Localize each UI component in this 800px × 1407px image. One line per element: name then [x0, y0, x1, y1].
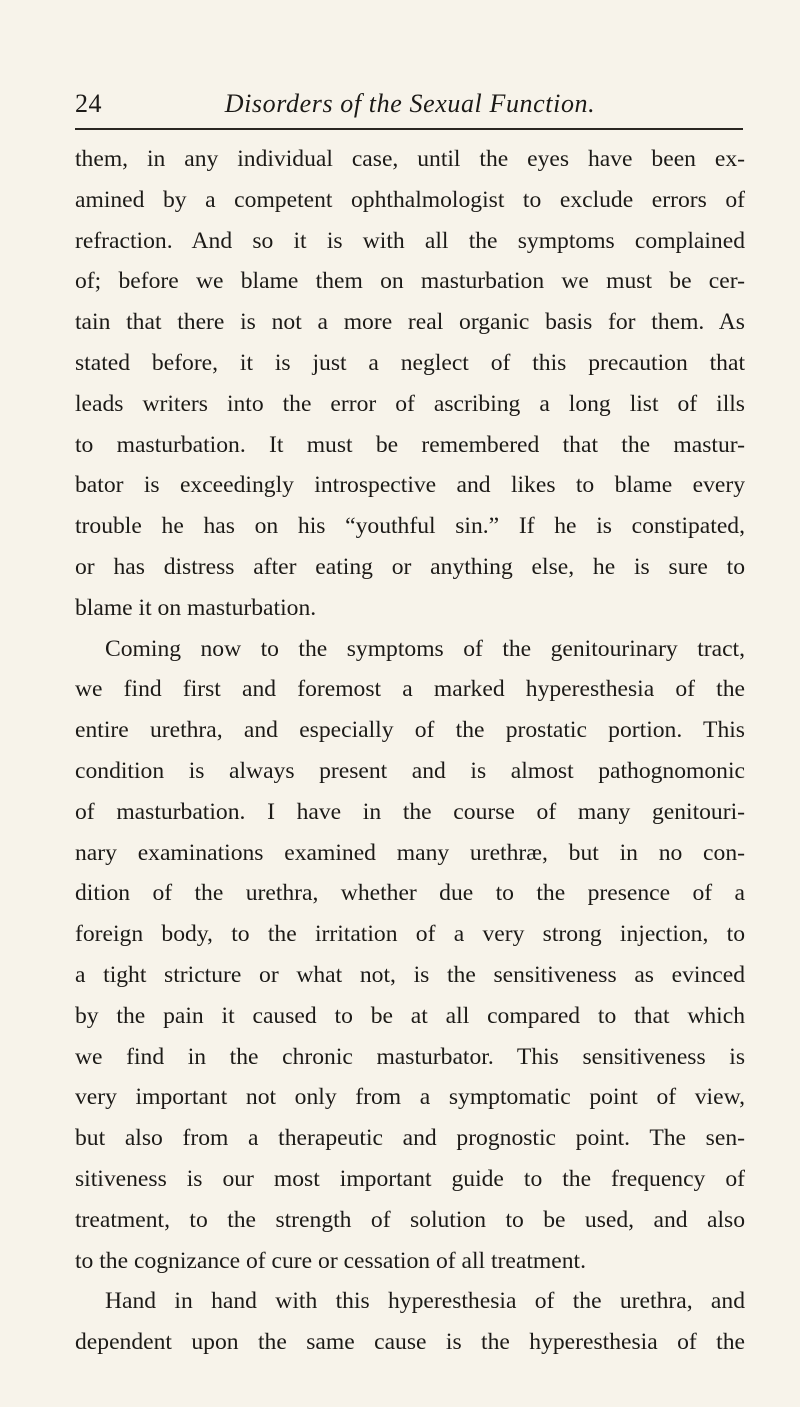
text-line: Hand in hand with this hyperesthesia of the urethra, and	[105, 1288, 745, 1315]
text-line: but also from a therapeutic and prognostic point. The sen-	[75, 1125, 745, 1152]
text-line: amined by a competent ophthalmologist to exclude errors of	[75, 186, 745, 213]
running-title: Disorders of the Sexual Function.	[224, 89, 596, 118]
text-line: a tight stricture or what not, is the sensitiveness as evinced	[75, 961, 745, 988]
text-line: blame it on masturbation.	[75, 594, 317, 621]
text-line: of; before we blame them on masturbation we must be cer-	[75, 268, 745, 295]
page-header	[75, 86, 745, 126]
text-line: trouble he has on his “youthful sin.” If he is constipated,	[75, 513, 745, 540]
page-number: 24	[75, 89, 102, 118]
text-line: foreign body, to the irritation of a very strong injection, to	[75, 921, 745, 948]
text-line: stated before, it is just a neglect of this precaution that	[75, 349, 745, 376]
text-line: we find first and foremost a marked hyperesthesia of the	[75, 676, 745, 703]
text-line: Coming now to the symptoms of the genitourinary tract,	[105, 635, 745, 662]
text-line: sitiveness is our most important guide to the frequency of	[75, 1165, 745, 1192]
text-line: dependent upon the same cause is the hyperesthesia of the	[75, 1329, 745, 1356]
text-line: very important not only from a symptomatic point of view,	[75, 1084, 745, 1111]
text-line: of masturbation. I have in the course of many genitouri-	[75, 798, 745, 825]
body-text	[75, 139, 745, 1363]
text-line: them, in any individual case, until the eyes have been ex-	[75, 146, 745, 172]
text-line: or has distress after eating or anything else, he is sure to	[75, 553, 745, 580]
text-line: we find in the chronic masturbator. This sensitiveness is	[75, 1043, 745, 1070]
text-line: condition is always present and is almost pathognomonic	[75, 757, 745, 784]
text-line: nary examinations examined many urethræ, but in no con-	[75, 839, 745, 866]
text-line: to masturbation. It must be remembered that the mastur-	[75, 431, 745, 458]
text-line: tain that there is not a more real organic basis for them. As	[75, 309, 745, 336]
text-line: by the pain it caused to be at all compared to that which	[75, 1002, 745, 1029]
text-line: dition of the urethra, whether due to the presence of a	[75, 880, 745, 907]
text-line: refraction. And so it is with all the symptoms complained	[75, 227, 745, 254]
header-rule	[75, 128, 743, 130]
text-line: entire urethra, and especially of the prostatic portion. This	[75, 717, 745, 744]
text-line: treatment, to the strength of solution to be used, and also	[75, 1206, 745, 1233]
text-line: bator is exceedingly introspective and likes to blame every	[75, 472, 745, 499]
text-line: leads writers into the error of ascribing a long list of ills	[75, 390, 745, 417]
text-line: to the cognizance of cure or cessation of all treatment.	[75, 1247, 586, 1274]
